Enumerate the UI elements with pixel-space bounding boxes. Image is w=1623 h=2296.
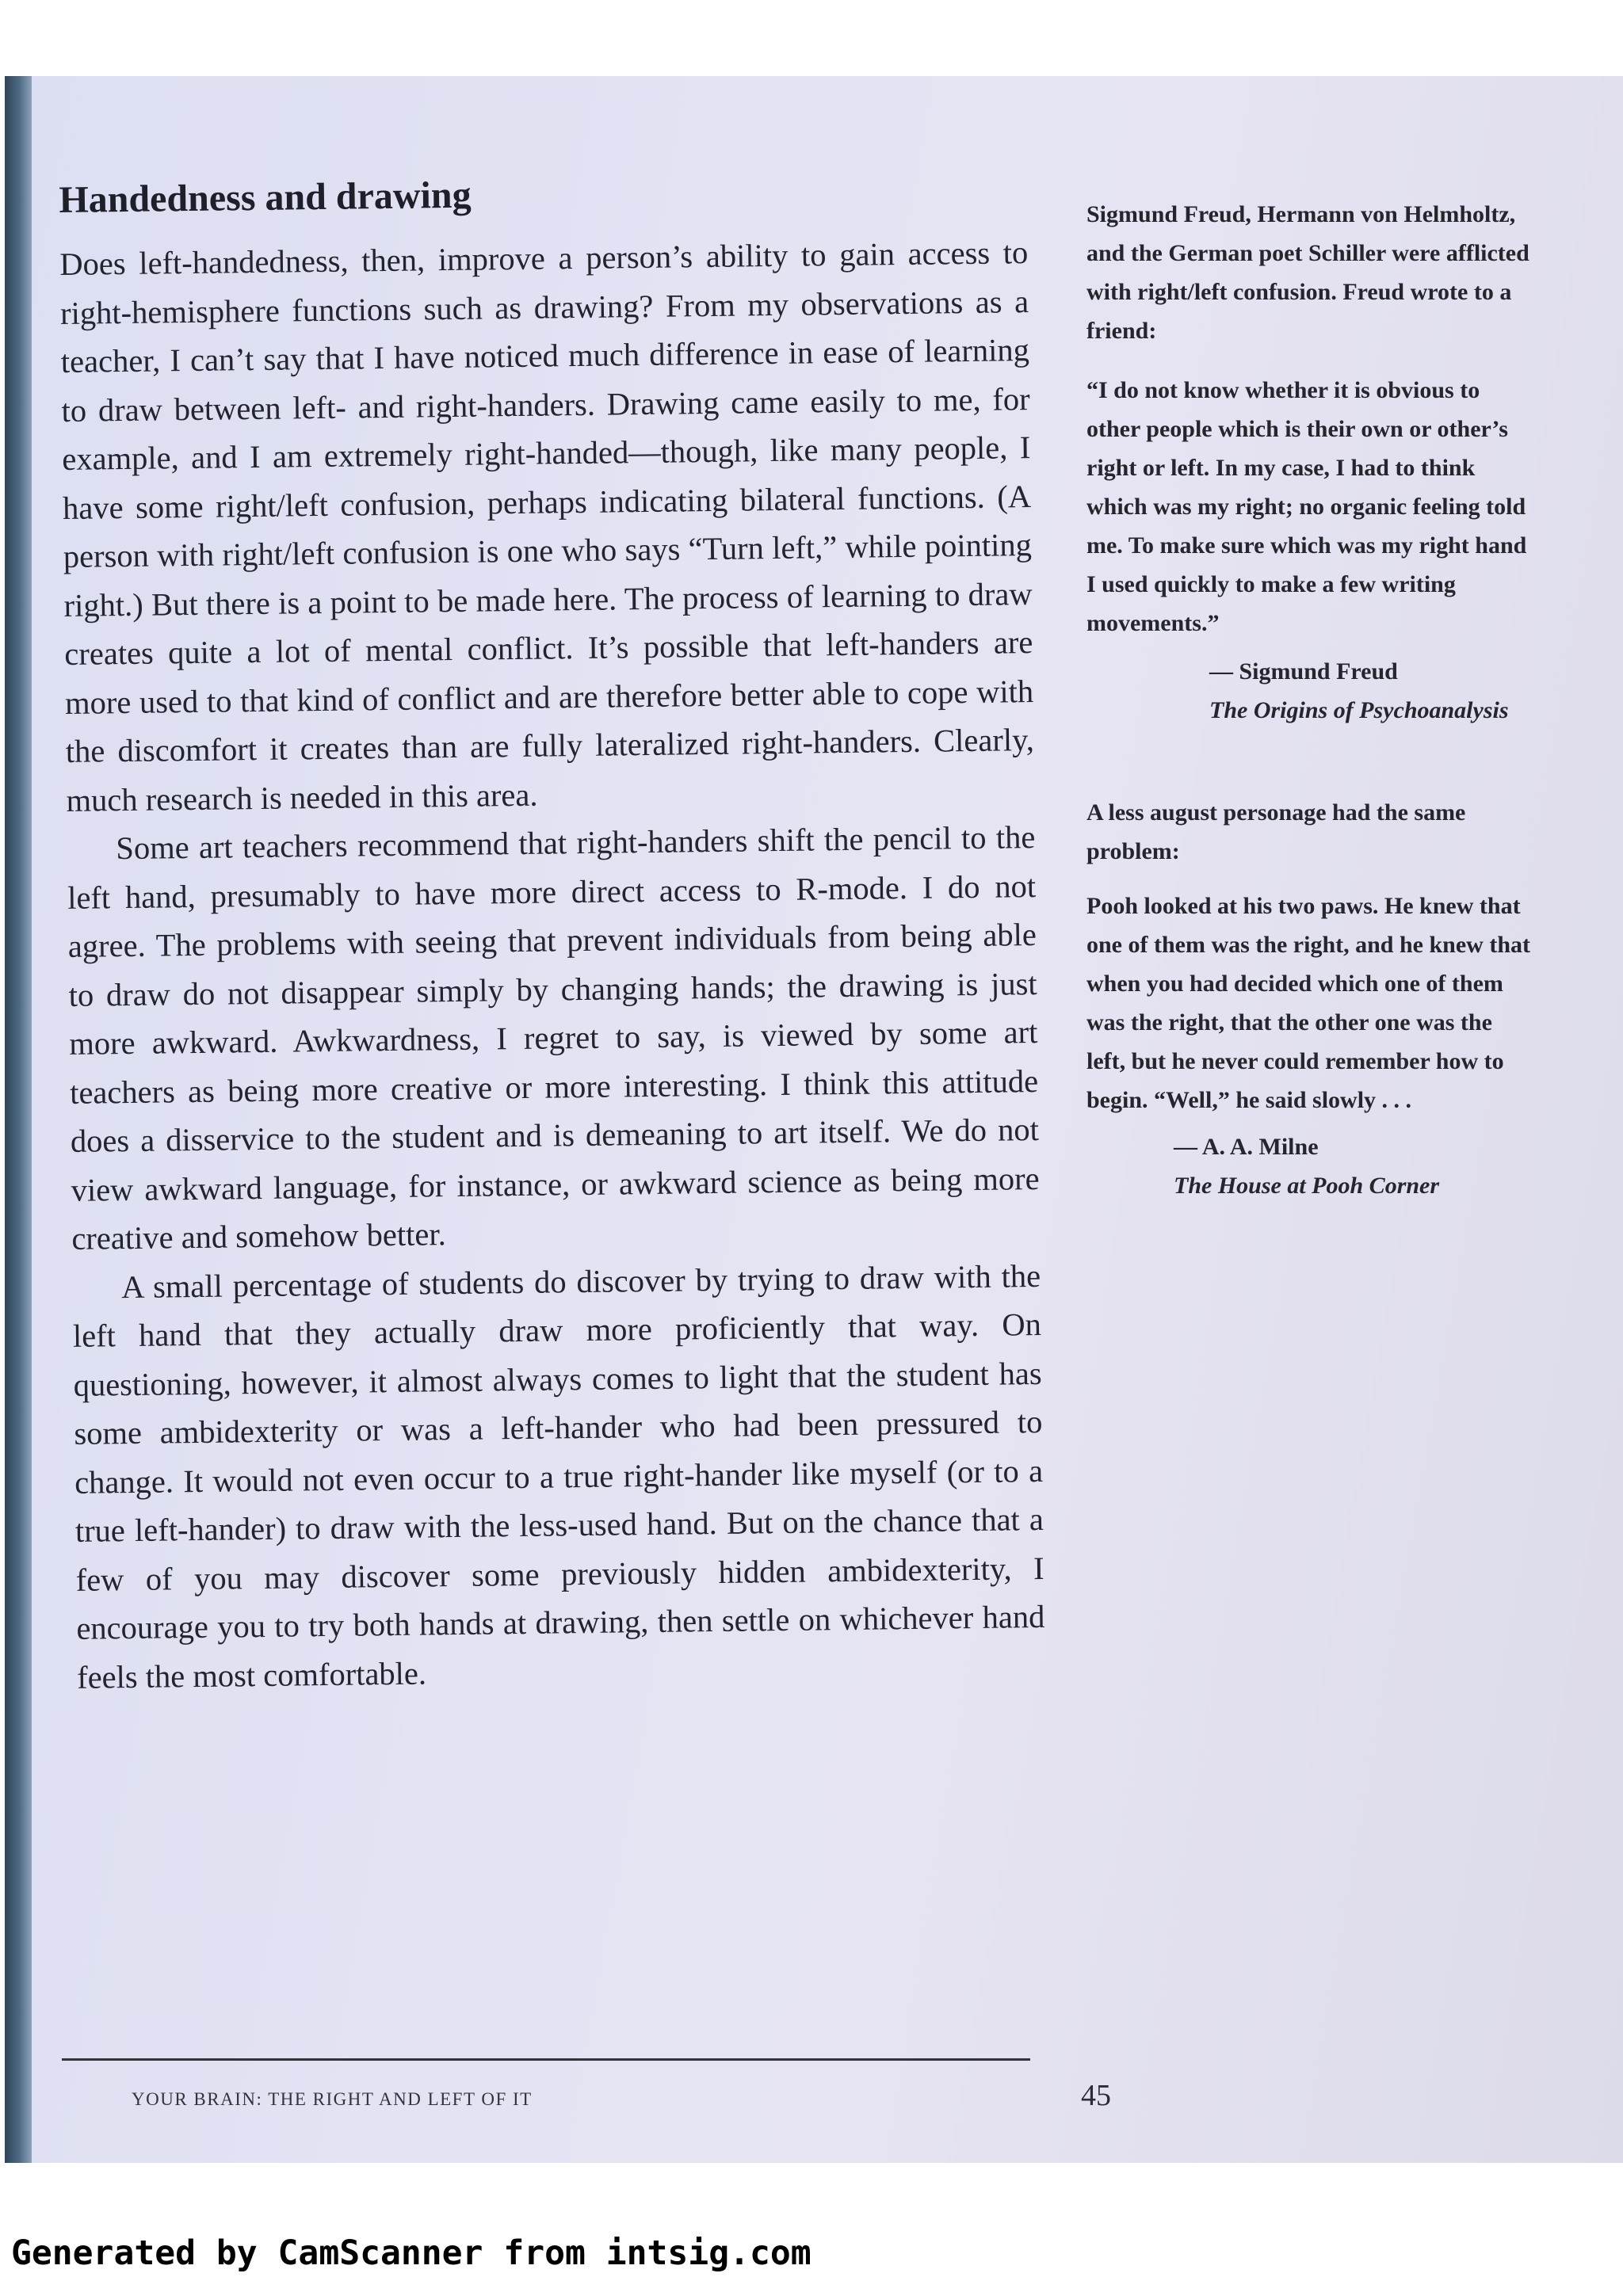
sidebar-intro-2: A less august personage had the same problem: <box>1086 799 1466 864</box>
sidebar-intro: Sigmund Freud, Hermann von Helmholtz, and the German poet Schiller were afflicted with right/left confusion. Freud wrote to a friend: <box>1086 201 1529 344</box>
freud-source: The Origins of Psychoanalysis <box>1209 697 1509 723</box>
freud-author: — Sigmund Freud <box>1209 658 1398 685</box>
freud-quote: “I do not know whether it is obvious to other people which is their own or other’s right or left. In my case, I had to think which was my right; no organic feeling told me. To make sure which was my right hand I used quickly to make a few writing movements.” <box>1086 377 1527 636</box>
milne-attribution <box>1086 1127 1530 1205</box>
body-paragraph-3: A small percentage of students do discover by trying to draw with the left hand that they actually draw more proficiently that way. On questioning, however, it almost always comes to light that the student has some ambidexterity or was a left-hander who had been pressured to change. It would not even occur to a true right-hander like myself (or to a true left-hander) to draw with the less-used hand. But on the chance that a few of you may discover some previously hidden ambidexterity, I encourage you to try both hands at drawing, then settle on whichever hand feels the most comfortable. <box>72 1257 1045 1695</box>
main-column <box>59 163 1045 1702</box>
body-paragraph-1: Does left-handedness, then, improve a person’s ability to gain access to right-hemisphere functions such as drawing? From my observations as a teacher, I can’t say that I have noticed much difference in ease of learning to draw between left- and right-handers. Drawing came easily to me, for example, and I am extremely right-handed—though, like many people, I have some right/left confusion, perhaps indicating bilateral functions. (A person with right/left confusion is one who says “Turn left,” while pointing right.) But there is a point to be made here. The process of learning to draw creates quite a lot of mental conflict. It’s possible that left-handers are more used to that kind of conflict and are therefore better able to cope with the discomfort it creates than are fully lateralized right-handers. Clearly, much research is needed in this area. <box>59 235 1035 818</box>
book-spine-shadow <box>5 76 32 2163</box>
book-page <box>5 76 1623 2163</box>
running-head: YOUR BRAIN: THE RIGHT AND LEFT OF IT <box>132 2089 533 2109</box>
milne-source: The House at Pooh Corner <box>1174 1173 1440 1199</box>
scanner-watermark: Generated by CamScanner from intsig.com <box>11 2233 812 2273</box>
pooh-excerpt: Pooh looked at his two paws. He knew that one of them was the right, and he knew that when you had decided which one of them was the right, that the other one was the left, but he never could remember how to begin. “Well,” he said slowly . . . <box>1086 893 1531 1113</box>
sidebar-column <box>1086 195 1530 1205</box>
footer-rule <box>62 2058 1030 2061</box>
freud-attribution <box>1086 652 1530 730</box>
page-number: 45 <box>1081 2079 1111 2112</box>
section-heading: Handedness and drawing <box>59 174 472 221</box>
milne-author: — A. A. Milne <box>1174 1134 1319 1160</box>
body-paragraph-2: Some art teachers recommend that right-handers shift the pencil to the left hand, presumably to have more direct access to R-mode. I do not agree. The problems with seeing that prevent individuals from being able to draw do not disappear simply by changing hands; the drawing is just more awkward. Awkwardness, I regret to say, is viewed by some art teachers as being more creative or more interesting. I think this attitude does a disservice to the student and is demeaning to art itself. We do not view awkward language, for instance, or awkward science as being more creative and somehow better. <box>67 819 1040 1257</box>
